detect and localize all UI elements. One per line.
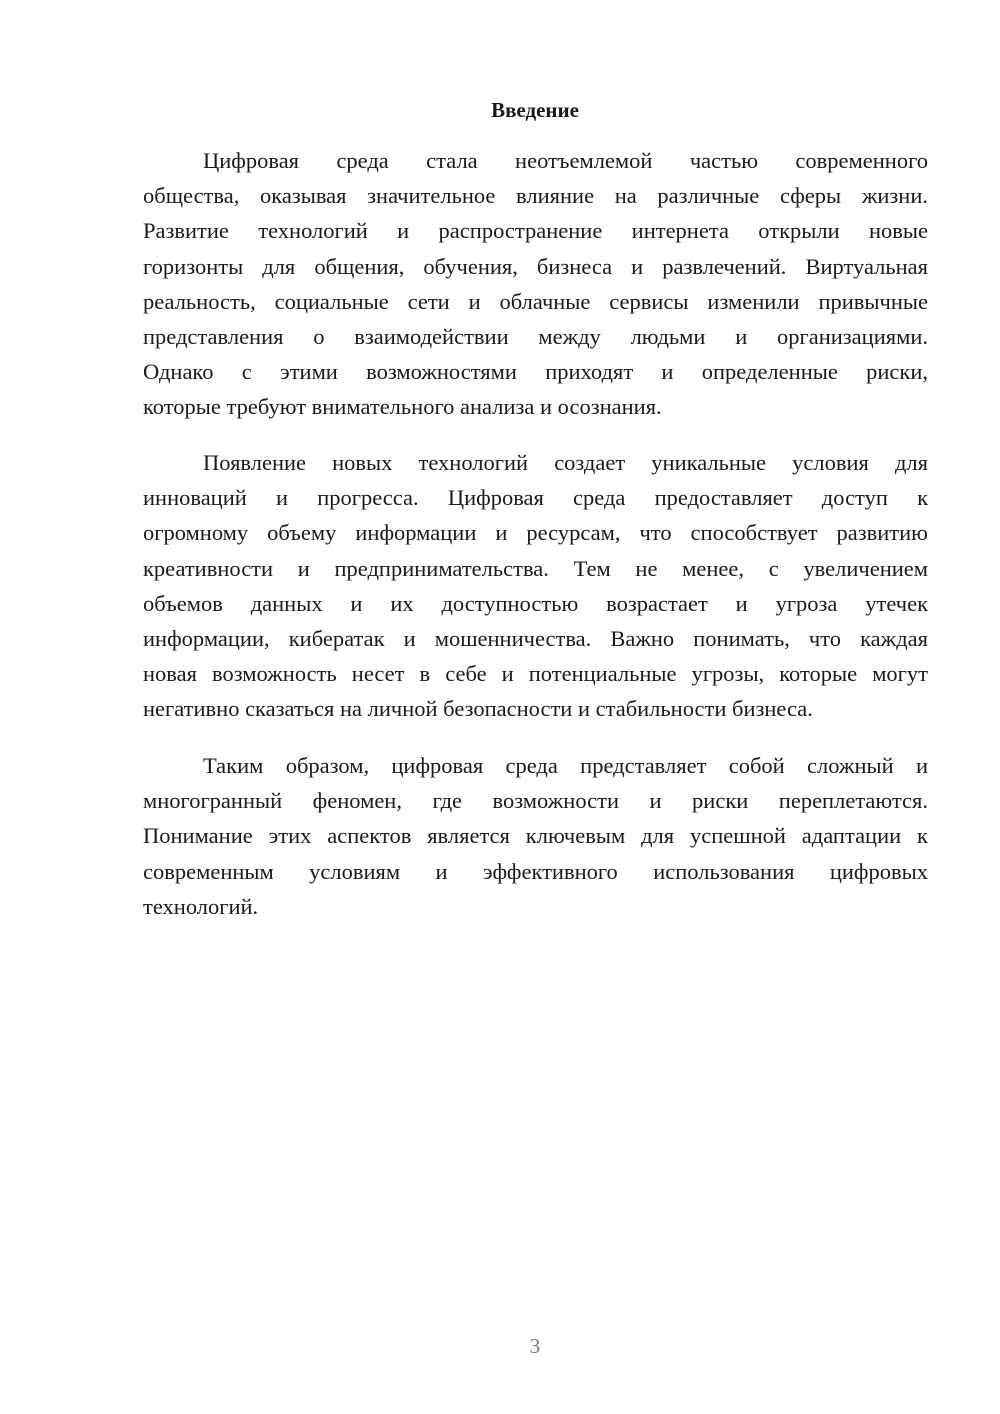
paragraph-line: Таким образом, цифровая среда представляет собой сложный и xyxy=(203,753,928,778)
paragraph-line: негативно сказаться на личной безопасности и стабильности бизнеса. xyxy=(143,696,813,722)
paragraph-line: которые требуют внимательного анализа и осознания. xyxy=(143,394,662,420)
paragraph-line: Появление новых технологий создает уникальные условия для xyxy=(203,450,928,475)
paragraph-line: креативности и предпринимательства. Тем не менее, с увеличением xyxy=(143,555,928,581)
paragraph-line: Однако с этими возможностями приходят и определенные риски, xyxy=(143,359,928,385)
paragraph-line: Развитие технологий и распространение интернета открыли новые xyxy=(143,218,928,244)
paragraph-line: Цифровая среда стала неотъемлемой частью современного xyxy=(203,148,928,173)
paragraph-line: объемов данных и их доступностью возрастает и угроза утечек xyxy=(143,590,928,616)
paragraph-line: многогранный феномен, где возможности и риски переплетаются. xyxy=(143,788,928,814)
paragraph xyxy=(143,445,928,727)
paragraph xyxy=(143,748,928,924)
paragraph-line: современным условиям и эффективного использования цифровых xyxy=(143,858,928,884)
paragraph-line: Понимание этих аспектов является ключевым для успешной адаптации к xyxy=(143,823,928,849)
paragraph-line: технологий. xyxy=(143,893,259,919)
paragraph-line: инноваций и прогресса. Цифровая среда предоставляет доступ к xyxy=(143,485,928,511)
paragraph-line: горизонты для общения, обучения, бизнеса и развлечений. Виртуальная xyxy=(143,253,928,279)
paragraph xyxy=(143,143,928,425)
paragraph-line: огромному объему информации и ресурсам, что способствует развитию xyxy=(143,520,928,546)
paragraph-line: информации, кибератак и мошенничества. Важно понимать, что каждая xyxy=(143,625,928,651)
paragraph-line: новая возможность несет в себе и потенциальные угрозы, которые могут xyxy=(143,661,928,687)
section-title: Введение xyxy=(491,98,579,122)
paragraph-line: реальность, социальные сети и облачные сервисы изменили привычные xyxy=(143,288,928,314)
paragraph-line: общества, оказывая значительное влияние на различные сферы жизни. xyxy=(143,183,928,209)
paragraph-line: представления о взаимодействии между людьми и организациями. xyxy=(143,323,928,349)
page-number: 3 xyxy=(529,1334,541,1358)
